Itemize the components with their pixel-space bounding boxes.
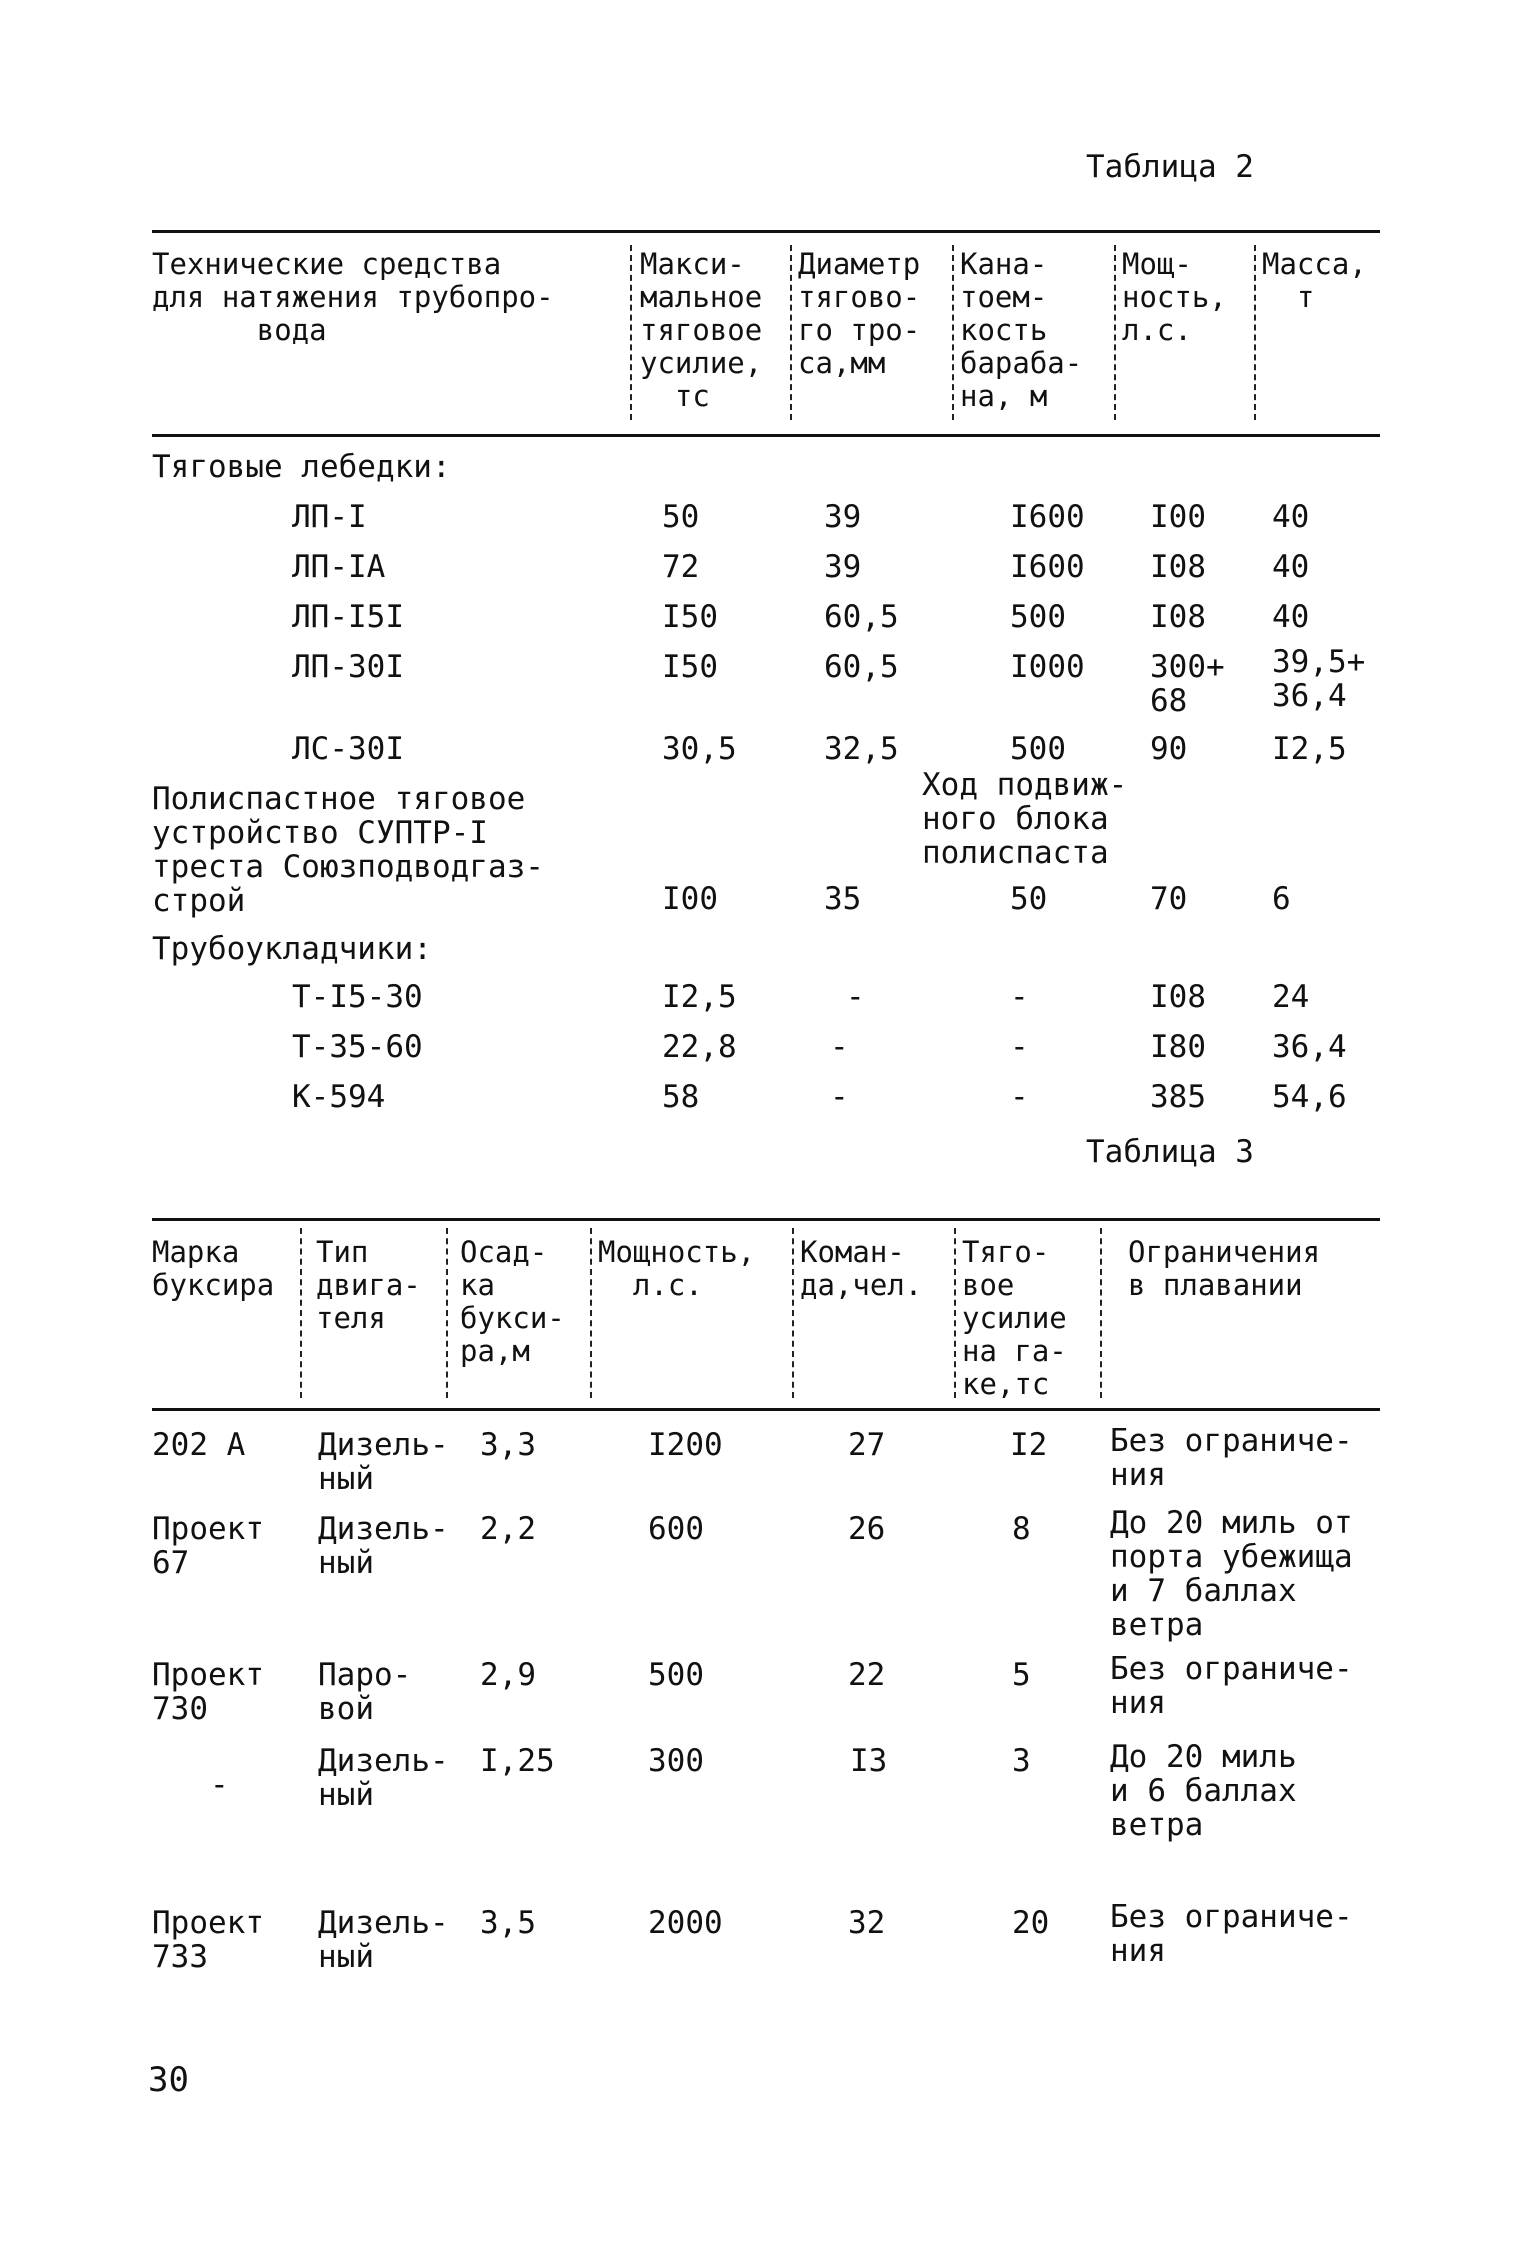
table3-col-divider [446,1228,450,1398]
table3-col-divider [954,1228,958,1398]
table2-row-winch-name: ЛП-IА [292,549,386,585]
page-number: 30 [148,2060,189,2100]
table3-cell-power: 500 [648,1657,704,1693]
table2-cell-capacity: - [1010,979,1029,1015]
table3-title: Таблица 3 [1086,1134,1254,1170]
table3-col-divider [1100,1228,1104,1398]
table3-cell-pull: 20 [1012,1905,1050,1941]
table2-cell-power: I08 [1150,549,1206,585]
table3-cell-power: I200 [648,1427,723,1463]
table2-cell-force: I2,5 [662,979,737,1015]
table2-cell-mass: I2,5 [1272,731,1347,767]
table3-cell-limits: До 20 миль от порта убежища и 7 баллах ветра [1110,1505,1353,1643]
table2-cell-mass: 40 [1272,549,1310,585]
table2-header-force: Макси- мальное тяговое усилие, тс [640,247,763,413]
table2-header-rule [152,434,1380,437]
table2-col-divider [1254,245,1258,420]
table2-col-divider [790,245,794,420]
table3-cell-mark: Проект 730 [152,1657,264,1727]
table2-cell-capacity: I000 [1010,649,1085,685]
table3-cell-power: 2000 [648,1905,723,1941]
table3-header-crew: Коман- да,чел. [800,1235,923,1302]
table2-header-means: Технические средства для натяжения трубопро- вода [152,247,554,347]
table2-row-pipelayer-name: Т-I5-30 [292,979,423,1015]
table2-cell-mass: 24 [1272,979,1310,1015]
table2-cell-power: 300+ 68 [1150,649,1225,719]
table3-cell-power: 600 [648,1511,704,1547]
table3-cell-crew: 22 [848,1657,886,1693]
table3-cell-mark: - [210,1767,229,1803]
table3-cell-draft: I,25 [480,1743,555,1779]
table2-header-diameter: Диаметр тягово- го тро- са,мм [798,247,921,380]
table3-header-engine: Тип двига- теля [316,1235,421,1335]
table3-cell-mark: 202 А [152,1427,246,1463]
table2-col-divider [1114,245,1118,420]
table2-cell-capacity: 50 [1010,881,1048,917]
table2-cell-mass: 40 [1272,599,1310,635]
table2-cell-power: 70 [1150,881,1188,917]
table3-header-power: Мощность, л.с. [598,1235,756,1302]
table2-pulley-note: Ход подвиж- ного блока полиспаста [922,767,1128,871]
table2-header-mass: Масса, т [1262,247,1367,314]
table3-cell-draft: 3,3 [480,1427,536,1463]
table2-cell-diameter: 39 [824,549,862,585]
table2-row-winch-name: ЛС-30I [292,731,404,767]
table3-cell-crew: 32 [848,1905,886,1941]
table2-row-pipelayer-name: К-594 [292,1079,386,1115]
table3-col-divider [590,1228,594,1398]
table2-header-power: Мощ- ность, л.с. [1122,247,1227,347]
table2-cell-capacity: - [1010,1079,1029,1115]
table2-cell-force: 58 [662,1079,700,1115]
table2-group-pipelayers: Трубоукладчики: [152,931,432,967]
table2-cell-force: 30,5 [662,731,737,767]
table2-cell-diameter: 35 [824,881,862,917]
table2-cell-diameter: - [830,1079,849,1115]
table3-header-limits: Ограничения в плавании [1128,1235,1321,1302]
table2-cell-power: I08 [1150,599,1206,635]
table2-cell-diameter: 60,5 [824,649,899,685]
table2-cell-power: 385 [1150,1079,1206,1115]
table3-cell-engine: Дизель- ный [318,1905,449,1975]
table2-col-divider [630,245,634,420]
table2-cell-mass: 40 [1272,499,1310,535]
table2-cell-power: I00 [1150,499,1206,535]
table2-cell-mass: 39,5+ 36,4 [1272,644,1366,714]
table2-cell-force: 72 [662,549,700,585]
table3-header-pull: Тяго- вое усилие на га- ке,тс [962,1235,1067,1401]
table2-header-capacity: Кана- тоем- кость бараба- на, м [960,247,1083,413]
table2-cell-diameter: 32,5 [824,731,899,767]
table2-cell-diameter: - [830,1029,849,1065]
table3-cell-crew: 26 [848,1511,886,1547]
table3-cell-power: 300 [648,1743,704,1779]
table3-top-rule [152,1218,1380,1221]
table3-cell-crew: I3 [850,1743,888,1779]
table2-cell-force: 50 [662,499,700,535]
table2-cell-power: 90 [1150,731,1188,767]
table3-cell-limits: Без ограниче- ния [1110,1899,1353,1969]
table3-col-divider [300,1228,304,1398]
table3-col-divider [792,1228,796,1398]
table3-cell-draft: 2,9 [480,1657,536,1693]
table2-cell-capacity: I600 [1010,499,1085,535]
table2-cell-force: 22,8 [662,1029,737,1065]
table2-cell-capacity: - [1010,1029,1029,1065]
table3-cell-engine: Дизель- ный [318,1511,449,1581]
table3-cell-engine: Дизель- ный [318,1743,449,1813]
table2-cell-capacity: I600 [1010,549,1085,585]
table3-cell-pull: 5 [1012,1657,1031,1693]
table2-row-winch-name: ЛП-I5I [292,599,404,635]
table2-cell-diameter: 60,5 [824,599,899,635]
table3-cell-limits: До 20 миль и 6 баллах ветра [1110,1739,1297,1843]
table2-row-winch-name: ЛП-30I [292,649,404,685]
table3-cell-engine: Паро- вой [318,1657,412,1727]
table2-cell-capacity: 500 [1010,731,1066,767]
table3-cell-draft: 3,5 [480,1905,536,1941]
table3-cell-pull: 3 [1012,1743,1031,1779]
table3-cell-pull: I2 [1010,1427,1048,1463]
table3-header-rule [152,1408,1380,1411]
table2-cell-mass: 36,4 [1272,1029,1347,1065]
table3-header-draft: Осад- ка букси- ра,м [460,1235,565,1368]
table2-col-divider [952,245,956,420]
table2-title: Таблица 2 [1086,149,1254,185]
table2-top-rule [152,230,1380,233]
table2-cell-mass: 54,6 [1272,1079,1347,1115]
table3-cell-engine: Дизель- ный [318,1427,449,1497]
table2-cell-power: I80 [1150,1029,1206,1065]
table2-cell-power: I08 [1150,979,1206,1015]
table2-cell-diameter: 39 [824,499,862,535]
table3-cell-crew: 27 [848,1427,886,1463]
table3-cell-mark: Проект 67 [152,1511,264,1581]
table2-cell-force: I50 [662,599,718,635]
table2-cell-force: I50 [662,649,718,685]
table3-cell-limits: Без ограниче- ния [1110,1423,1353,1493]
table2-cell-capacity: 500 [1010,599,1066,635]
table2-pulley-name: Полиспастное тяговое устройство СУПТР-I треста Союзподводгаз- строй [152,781,544,919]
table2-row-winch-name: ЛП-I [292,499,367,535]
table2-cell-diameter: - [846,979,865,1015]
table3-cell-pull: 8 [1012,1511,1031,1547]
table2-cell-mass: 6 [1272,881,1291,917]
table3-header-mark: Марка буксира [152,1235,275,1302]
table3-cell-mark: Проект 733 [152,1905,264,1975]
table2-group-winches: Тяговые лебедки: [152,449,451,485]
table2-row-pipelayer-name: Т-35-60 [292,1029,423,1065]
table3-cell-draft: 2,2 [480,1511,536,1547]
table3-cell-limits: Без ограниче- ния [1110,1651,1353,1721]
table2-cell-force: I00 [662,881,718,917]
